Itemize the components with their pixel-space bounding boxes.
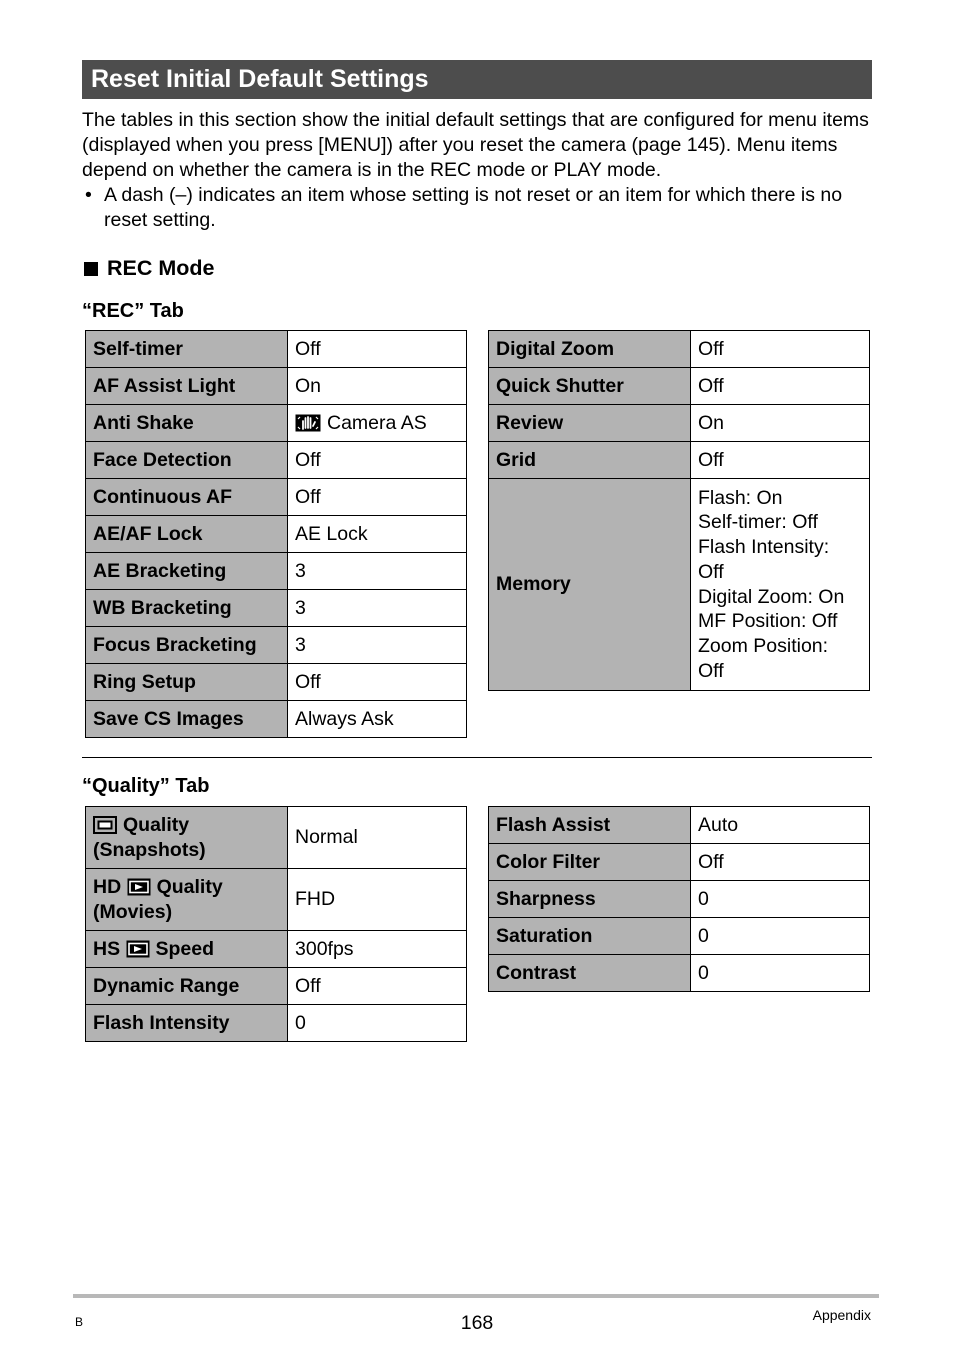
- table-row: [86, 331, 467, 368]
- setting-label: Contrast: [489, 955, 691, 992]
- rec-tab-heading: “REC” Tab: [82, 300, 184, 322]
- setting-value: Off: [288, 664, 467, 701]
- setting-label: Anti Shake: [86, 405, 288, 442]
- table-row: [489, 807, 870, 844]
- setting-label: Color Filter: [489, 844, 691, 881]
- table-row: [86, 869, 467, 931]
- memory-line: MF Position: Off: [698, 610, 838, 633]
- square-bullet-icon: [84, 262, 98, 276]
- movie-icon: [127, 878, 151, 896]
- footer-language-mark: B: [75, 1315, 84, 1329]
- table-row: [86, 1005, 467, 1042]
- setting-value: Off: [288, 331, 467, 368]
- rec-tab-left-table: [85, 330, 467, 738]
- table-row: [489, 918, 870, 955]
- footer-section: Appendix: [812, 1307, 871, 1323]
- table-row: [86, 590, 467, 627]
- table-row: [86, 627, 467, 664]
- rec-tab-right-table: [488, 330, 870, 691]
- setting-label: AF Assist Light: [86, 368, 288, 405]
- setting-value: Always Ask: [288, 701, 467, 738]
- table-row: [86, 479, 467, 516]
- table-row: [86, 516, 467, 553]
- memory-line: Flash Intensity:: [698, 536, 830, 559]
- setting-label: Digital Zoom: [489, 331, 691, 368]
- hs-speed-label: Speed: [155, 937, 215, 960]
- setting-label: Quick Shutter: [489, 368, 691, 405]
- table-row: [489, 881, 870, 918]
- table-row: [86, 931, 467, 968]
- table-row: [86, 442, 467, 479]
- quality-snapshots-label: Quality: [123, 813, 190, 836]
- setting-label: Memory: [489, 479, 691, 691]
- setting-label: Grid: [489, 442, 691, 479]
- memory-line: Off: [698, 659, 724, 682]
- page-title: Reset Initial Default Settings: [82, 60, 872, 99]
- page-number: 168: [460, 1312, 494, 1334]
- setting-label: Sharpness: [489, 881, 691, 918]
- setting-label: Flash Assist: [489, 807, 691, 844]
- setting-value: 3: [288, 590, 467, 627]
- hs-prefix: HS: [93, 937, 121, 960]
- setting-value: Off: [288, 442, 467, 479]
- table-row: [86, 368, 467, 405]
- setting-value: Off: [288, 479, 467, 516]
- setting-value: Off: [288, 968, 467, 1005]
- setting-value: On: [691, 405, 870, 442]
- section-divider: [82, 757, 872, 758]
- table-row: [489, 442, 870, 479]
- quality-tab-heading: “Quality” Tab: [82, 775, 210, 797]
- table-row: [86, 405, 467, 442]
- rec-mode-label: REC Mode: [107, 256, 215, 280]
- table-row: [86, 807, 467, 869]
- setting-value: AE Lock: [288, 516, 467, 553]
- setting-value: Off: [691, 368, 870, 405]
- bullet-dot: •: [85, 184, 92, 206]
- bullet-text: A dash (–) indicates an item whose setting is not reset or an item for which there is no reset setting.: [104, 184, 843, 231]
- setting-value: On: [288, 368, 467, 405]
- memory-line: Self-timer: Off: [698, 511, 818, 534]
- movie-icon: [126, 940, 150, 958]
- table-row: [489, 331, 870, 368]
- table-row: [489, 405, 870, 442]
- setting-value: Auto: [691, 807, 870, 844]
- setting-value: [288, 405, 467, 442]
- setting-label: Focus Bracketing: [86, 627, 288, 664]
- setting-value: Off: [691, 442, 870, 479]
- setting-label: Review: [489, 405, 691, 442]
- memory-line: Off: [698, 560, 724, 583]
- setting-label: Saturation: [489, 918, 691, 955]
- setting-label: Continuous AF: [86, 479, 288, 516]
- table-row: [86, 553, 467, 590]
- setting-label: [86, 807, 288, 869]
- still-image-icon: [93, 816, 117, 834]
- setting-value: 3: [288, 627, 467, 664]
- setting-label: Ring Setup: [86, 664, 288, 701]
- setting-label: Dynamic Range: [86, 968, 288, 1005]
- table-row: [489, 368, 870, 405]
- setting-label: Flash Intensity: [86, 1005, 288, 1042]
- table-row: [489, 479, 870, 691]
- setting-value: Off: [691, 844, 870, 881]
- intro-paragraph: The tables in this section show the initial default settings that are configured for menu items (displayed when you press [MENU]) after you reset the camera (page 145). Menu items depend on whether the camera is in the REC mode or PLAY mode.: [82, 109, 869, 181]
- table-row: [489, 844, 870, 881]
- memory-line: Zoom Position:: [698, 634, 829, 657]
- setting-label: WB Bracketing: [86, 590, 288, 627]
- rec-mode-heading: [84, 254, 215, 282]
- setting-value: 0: [691, 955, 870, 992]
- setting-value: Off: [691, 331, 870, 368]
- table-row: [86, 701, 467, 738]
- setting-value: 0: [288, 1005, 467, 1042]
- setting-label: [86, 931, 288, 968]
- memory-line: Digital Zoom: On: [698, 585, 845, 608]
- memory-line: Flash: On: [698, 486, 783, 509]
- table-row: [489, 955, 870, 992]
- setting-label: Face Detection: [86, 442, 288, 479]
- anti-shake-value: Camera AS: [327, 411, 427, 434]
- setting-label: Self-timer: [86, 331, 288, 368]
- setting-value: 300fps: [288, 931, 467, 968]
- setting-value: 0: [691, 918, 870, 955]
- hd-prefix: HD: [93, 875, 122, 898]
- quality-movies-label: Quality: [156, 875, 223, 898]
- setting-label: Save CS Images: [86, 701, 288, 738]
- setting-label: AE Bracketing: [86, 553, 288, 590]
- camera-shake-icon: [295, 414, 321, 432]
- quality-tab-right-table: [488, 806, 870, 992]
- quality-tab-left-table: [85, 806, 467, 1042]
- quality-movies-sub: (Movies): [93, 900, 173, 923]
- setting-label: AE/AF Lock: [86, 516, 288, 553]
- setting-value: FHD: [288, 869, 467, 931]
- setting-value: 0: [691, 881, 870, 918]
- table-row: [86, 968, 467, 1005]
- note-bullet: [82, 183, 882, 233]
- quality-snapshots-sub: (Snapshots): [93, 838, 206, 861]
- memory-values: [691, 479, 870, 691]
- footer-rule: [73, 1294, 879, 1298]
- setting-label: [86, 869, 288, 931]
- setting-value: Normal: [288, 807, 467, 869]
- setting-value: 3: [288, 553, 467, 590]
- table-row: [86, 664, 467, 701]
